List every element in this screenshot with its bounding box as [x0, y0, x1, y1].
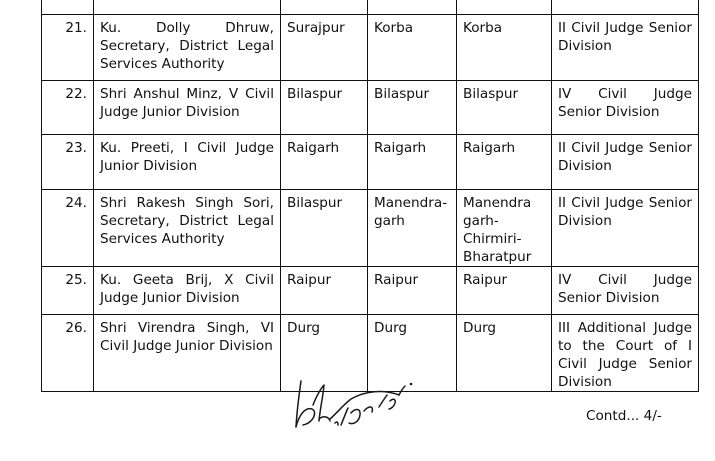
table-row	[42, 15, 699, 81]
officer-name: Shri Virendra Singh, VI Civil Judge Junior Division	[94, 315, 281, 392]
district: Durg	[368, 315, 457, 392]
officer-name	[94, 0, 281, 15]
district: Manendra-garh	[368, 190, 457, 267]
posted-from: Raigarh	[281, 135, 368, 190]
posted-to: Bilaspur	[457, 81, 552, 135]
officer-name: Shri Rakesh Singh Sori, Secretary, District Legal Services Authority	[94, 190, 281, 267]
posted-from: Raipur	[281, 267, 368, 315]
posted-from: Durg	[281, 315, 368, 392]
officer-name: Shri Anshul Minz, V Civil Judge Junior Division	[94, 81, 281, 135]
district: Bilaspur	[368, 81, 457, 135]
posted-from: Surajpur	[281, 15, 368, 81]
designation: IV Civil Judge Senior Division	[552, 81, 699, 135]
serial-number: 22.	[42, 81, 94, 135]
designation: III Additional Judge to the Court of I Civil Judge Senior Division	[552, 315, 699, 392]
officer-name: Ku. Geeta Brij, X Civil Judge Junior Division	[94, 267, 281, 315]
serial-number: 23.	[42, 135, 94, 190]
officer-name: Ku. Preeti, I Civil Judge Junior Division	[94, 135, 281, 190]
designation: II Civil Judge Senior Division	[552, 15, 699, 81]
table-row	[42, 135, 699, 190]
district: Raigarh	[368, 135, 457, 190]
serial-number: 26.	[42, 315, 94, 392]
serial-number	[42, 0, 94, 15]
posted-from	[281, 0, 368, 15]
posted-to: Raipur	[457, 267, 552, 315]
serial-number: 25.	[42, 267, 94, 315]
table-row	[42, 190, 699, 267]
posted-to: Durg	[457, 315, 552, 392]
designation	[552, 0, 699, 15]
posted-to	[457, 0, 552, 15]
district: Raipur	[368, 267, 457, 315]
designation: II Civil Judge Senior Division	[552, 135, 699, 190]
transfer-table	[41, 0, 699, 392]
posted-to: Korba	[457, 15, 552, 81]
table-row	[42, 0, 699, 15]
officer-name: Ku. Dolly Dhruw, Secretary, District Legal Services Authority	[94, 15, 281, 81]
serial-number: 24.	[42, 190, 94, 267]
continuation-note: Contd... 4/-	[586, 408, 662, 424]
district: Korba	[368, 15, 457, 81]
posted-to: Raigarh	[457, 135, 552, 190]
handwritten-signature	[283, 375, 423, 435]
serial-number: 21.	[42, 15, 94, 81]
district	[368, 0, 457, 15]
table-row	[42, 267, 699, 315]
designation: II Civil Judge Senior Division	[552, 190, 699, 267]
posted-from: Bilaspur	[281, 190, 368, 267]
posted-from: Bilaspur	[281, 81, 368, 135]
posted-to: Manendra garh-Chirmiri-Bharatpur	[457, 190, 552, 267]
table-row	[42, 81, 699, 135]
designation: IV Civil Judge Senior Division	[552, 267, 699, 315]
